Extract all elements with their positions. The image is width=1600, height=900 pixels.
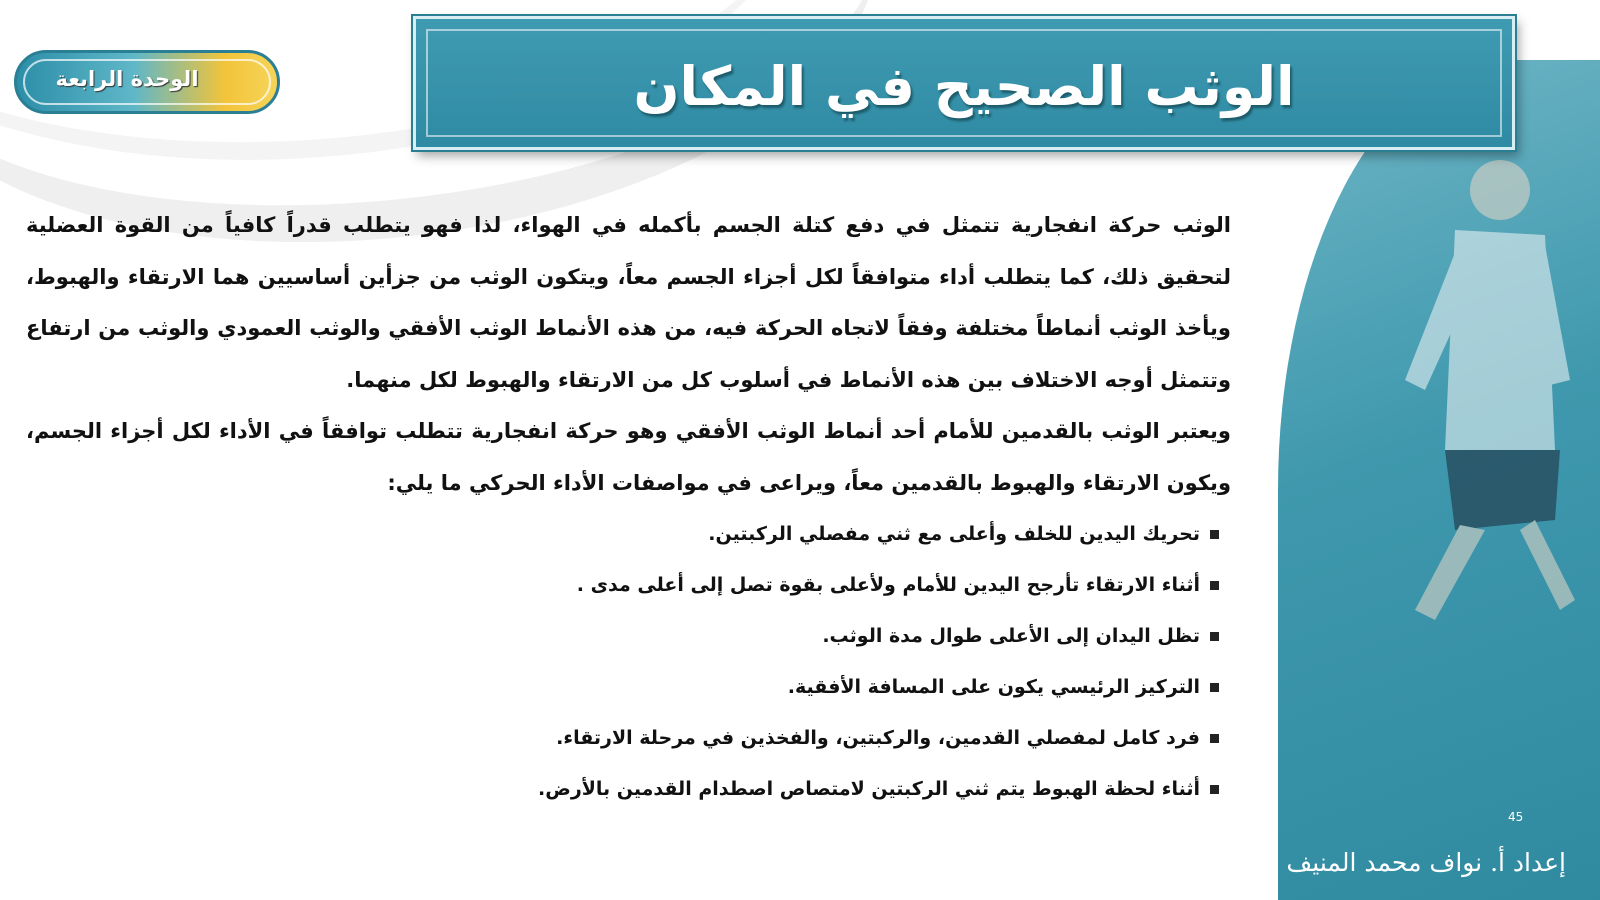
list-item-text: أثناء الارتقاء تأرجح اليدين للأمام ولأعلى بقوة تصل إلى أعلى مدى . <box>576 574 1200 596</box>
bullet-icon <box>1210 734 1219 743</box>
list-item-text: تظل اليدان إلى الأعلى طوال مدة الوثب. <box>822 625 1200 647</box>
bullet-icon <box>1210 581 1219 590</box>
title-banner <box>413 16 1515 150</box>
author-credit: إعداد أ. نواف محمد المنيف <box>1286 848 1566 877</box>
intro-paragraph: الوثب حركة انفجارية تتمثل في دفع كتلة الجسم بأكمله في الهواء، لذا فهو يتطلب قدراً كافياً من القوة العضلية لتحقيق ذلك، كما يتطلب أداء متوافقاً لكل أجزاء الجسم معاً، ويتكون الوثب من جزأين أساسيين هما الارتقاء والهبوط، ويأخذ الوثب أنماطاً مختلفة وفقاً لاتجاه الحركة فيه، من هذه الأنماط الوثب الأفقي والوثب العمودي والوثب من ارتفاع وتتمثل أوجه الاختلاف بين هذه الأنماط في أسلوب كل من الارتقاء والهبوط لكل منهما. <box>26 213 1231 392</box>
list-item <box>26 611 1219 662</box>
list-item-text: التركيز الرئيسي يكون على المسافة الأفقية. <box>787 676 1200 698</box>
unit-badge <box>14 50 280 114</box>
list-item <box>26 662 1219 713</box>
list-item <box>26 509 1219 560</box>
requirements-list <box>26 509 1231 815</box>
list-item <box>26 713 1219 764</box>
athlete-image <box>1385 150 1575 670</box>
list-item <box>26 764 1219 815</box>
list-item-text: تحريك اليدين للخلف وأعلى مع ثني مفصلي الركبتين. <box>708 523 1200 545</box>
main-content <box>26 200 1231 815</box>
bullet-icon <box>1210 530 1219 539</box>
second-paragraph: ويعتبر الوثب بالقدمين للأمام أحد أنماط الوثب الأفقي وهو حركة انفجارية تتطلب توافقاً في الأداء لكل أجزاء الجسم، ويكون الارتقاء والهبوط بالقدمين معاً، ويراعى في مواصفات الأداء الحركي ما يلي: <box>26 419 1231 495</box>
list-item-text: فرد كامل لمفصلي القدمين، والركبتين، والفخذين في مرحلة الارتقاء. <box>556 727 1200 749</box>
page-title: الوثب الصحيح في المكان <box>633 55 1295 118</box>
bullet-icon <box>1210 683 1219 692</box>
bullet-icon <box>1210 632 1219 641</box>
list-item-text: أثناء لحظة الهبوط يتم ثني الركبتين لامتصاص اصطدام القدمين بالأرض. <box>538 778 1200 800</box>
list-item <box>26 560 1219 611</box>
unit-label: الوحدة الرابعة <box>55 67 199 91</box>
page-number: 45 <box>1508 810 1524 824</box>
bullet-icon <box>1210 785 1219 794</box>
